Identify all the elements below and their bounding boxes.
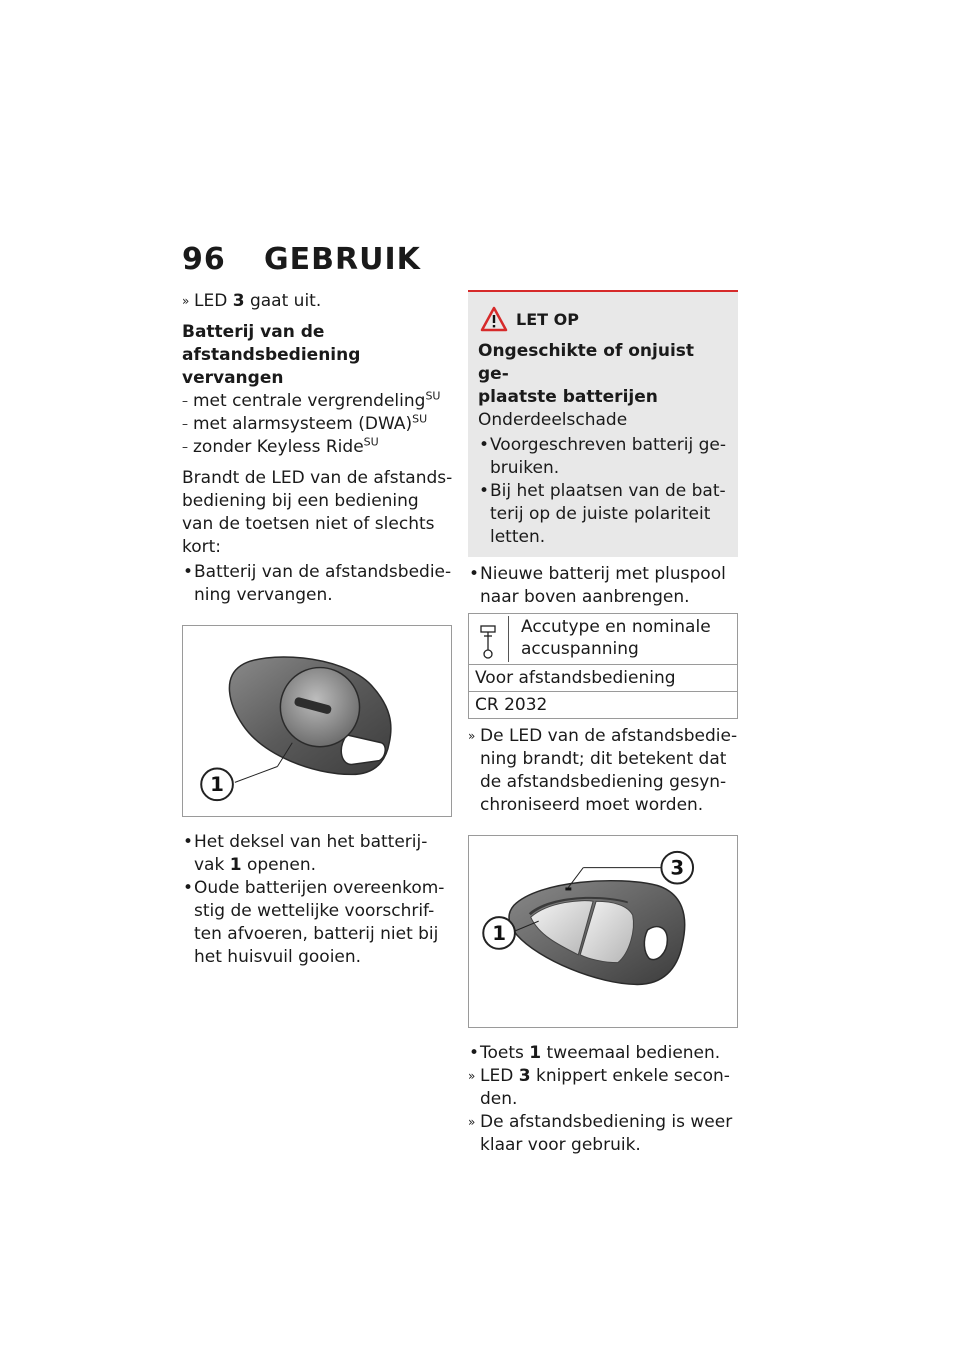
figure-key-fob-back [182, 625, 452, 817]
right-column [468, 290, 738, 1157]
result-led-off: » LED 3 gaat uit. [182, 290, 454, 313]
action-item: • Toets 1 tweemaal bedienen. [468, 1042, 738, 1065]
warning-item: • Bij het plaatsen van de bat- terij op de juiste polariteit letten. [478, 480, 728, 549]
left-column [182, 290, 454, 969]
battery-icon [475, 616, 509, 662]
figure-key-fob-front [468, 835, 738, 1028]
result-sync: » De LED van de afstandsbedie- ning brandt; dit betekent dat de afstandsbediening gesyn- chroniseerd moet worden. [468, 725, 738, 817]
action-item: • Batterij van de afstandsbedie- ning vervangen. [182, 561, 454, 607]
section-title: GEBRUIK [264, 242, 421, 277]
spec-row-value: CR 2032 [469, 692, 738, 719]
warning-heading: Ongeschikte of onjuist ge- plaatste batterijen [478, 341, 695, 407]
warning-box [468, 290, 738, 557]
spec-row-label: Voor afstandsbediening [469, 665, 738, 692]
action-item: • Nieuwe batterij met pluspool naar boven aanbrengen. [468, 563, 738, 609]
callout-1: 1 [210, 773, 224, 797]
page-number: 96 [182, 242, 226, 277]
condition-item: – met centrale vergrendeling$^{SU}$ [182, 390, 454, 413]
action-item: • Oude batterijen overeenkom- stig de wettelijke voorschrif- ten afvoeren, batterij niet bij het huisvuil gooien. [182, 877, 454, 969]
callout-3: 3 [670, 856, 685, 880]
warning-title: LET OP [478, 306, 728, 332]
spec-table [468, 613, 738, 719]
action-item: • Het deksel van het batterij- vak 1 openen. [182, 831, 454, 877]
result-led-blink: » LED 3 knippert enkele secon- den. [468, 1065, 738, 1111]
result-ready: » De afstandsbediening is weer klaar voor gebruik. [468, 1111, 738, 1157]
callout-1: 1 [492, 921, 506, 945]
warning-consequence: Onderdeelschade [478, 410, 628, 430]
condition-item: – met alarmsysteem (DWA)$^{SU}$ [182, 413, 454, 436]
key-fob-back-illustration [183, 626, 451, 816]
spec-header-text: Accutype en nominale accuspanning [521, 617, 711, 659]
warning-item: • Voorgeschreven batterij ge- bruiken. [478, 434, 728, 480]
intro-paragraph: Brandt de LED van de afstands- bediening bij een bediening van de toetsen niet of slechts kort: [182, 468, 453, 557]
condition-item: – zonder Keyless Ride$^{SU}$ [182, 436, 454, 459]
page-header [182, 242, 421, 277]
warning-triangle-icon [480, 306, 508, 332]
key-fob-front-illustration [469, 836, 737, 1027]
section-heading: Batterij van de afstandsbediening vervangen [182, 322, 361, 388]
